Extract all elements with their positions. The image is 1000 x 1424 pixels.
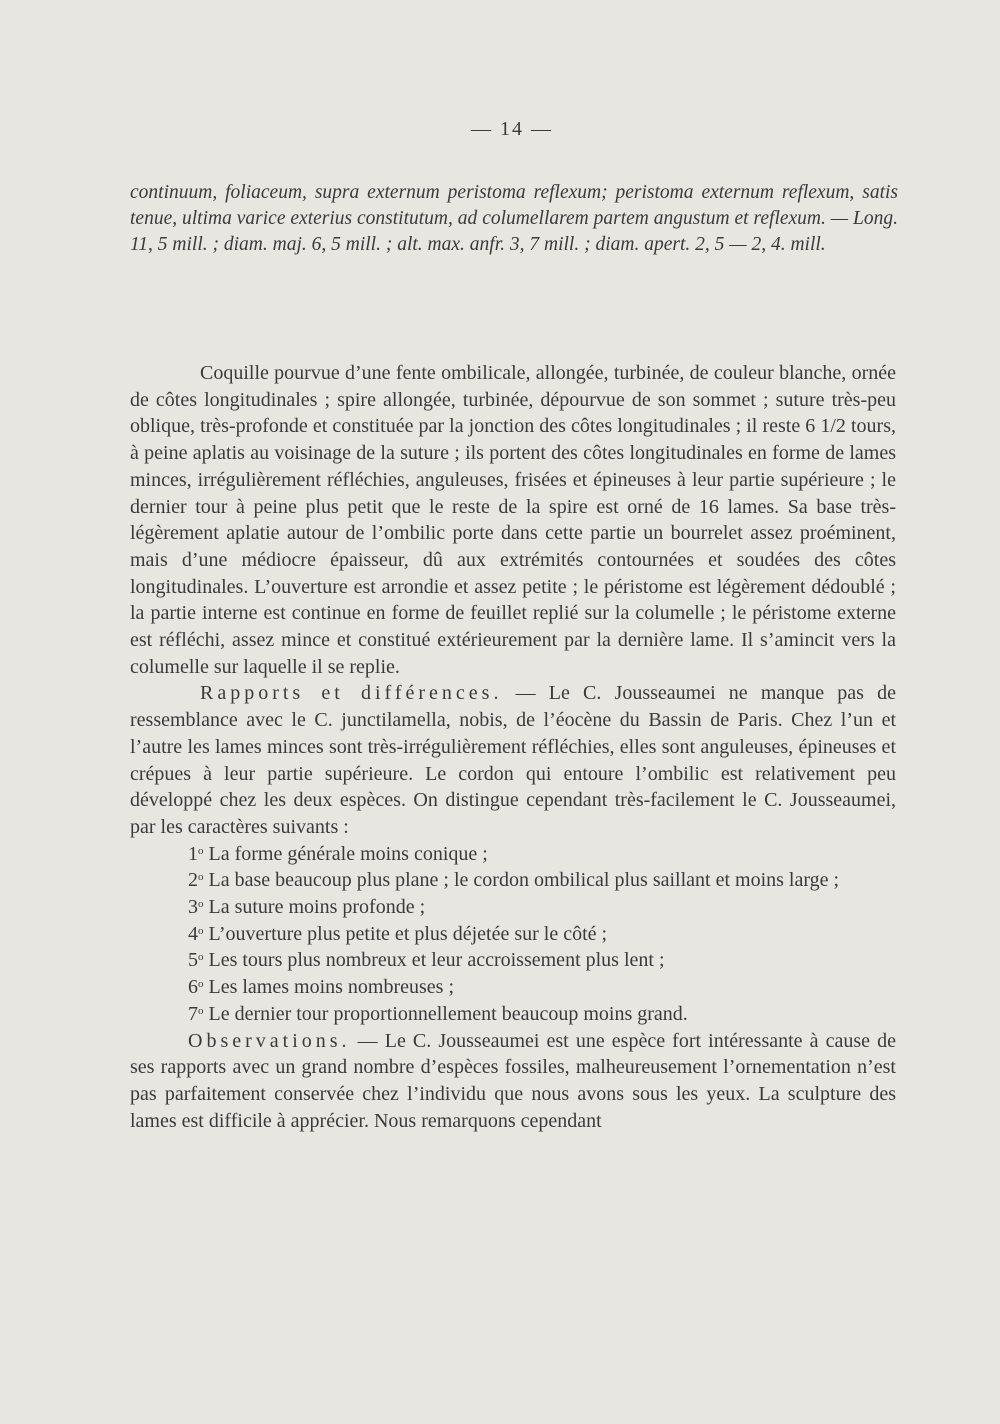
differences-list: [130, 841, 896, 1028]
list-item: 7$^o$ Le dernier tour proportionnellement beaucoup moins grand.: [188, 1002, 688, 1025]
rapports-text: — Le C. Jousseaumei ne manque pas de ressemblance avec le C. junctilamella, nobis, de l’éocène du Bassin de Paris. Chez l’un et l’autre les lames minces sont très-irrégulièrement réfléchies, elles sont anguleuses, épineuses et crépues à leur partie supérieure. Le cordon qui entoure l’ombilic est relativement peu développé chez les deux espèces. On distingue cependant très-facilement le C. Jousseaumei, par les caractères suivants :: [130, 682, 896, 838]
observations-text: — Le C. Jousseaumei est une espèce fort intéressante à cause de ses rapports avec un grand nombre d’espèces fossiles, malheureusement l’ornementation n’est pas parfaitement conservée chez l’individu que nous avons sous les yeux. La sculpture des lames est difficile à apprécier. Nous remarquons cependant: [130, 1029, 896, 1132]
list-item: 5$^o$ Les tours plus nombreux et leur accroissement plus lent ;: [188, 949, 665, 972]
list-item: 3$^o$ La suture moins profonde ;: [188, 896, 426, 919]
list-item: 4$^o$ L’ouverture plus petite et plus déjetée sur le côté ;: [188, 922, 608, 945]
latin-description: continuum, foliaceum, supra externum peristoma reflexum; peristoma externum reflexum, satis tenue, ultima varice exterius constitutum, ad columellarem partem angustum et reflexum. — Long. 11, 5 mill. ; diam. maj. 6, 5 mill. ; alt. max. anfr. 3, 7 mill. ; diam. apert. 2, 5 — 2, 4. mill.: [130, 181, 898, 255]
observations-heading: Observations.: [188, 1029, 351, 1052]
body-text: [130, 360, 896, 1134]
rapports-paragraph: [130, 680, 896, 840]
rapports-heading: Rapports et différences.: [200, 682, 503, 705]
list-item: 6$^o$ Les lames moins nombreuses ;: [188, 976, 455, 999]
observations-paragraph: [130, 1028, 896, 1135]
list-item: 2$^o$ La base beaucoup plus plane ; le cordon ombilical plus saillant et moins large ;: [188, 869, 840, 892]
page-number: — 14 —: [471, 118, 553, 140]
list-item: 1$^o$ La forme générale moins conique ;: [188, 842, 488, 865]
description-paragraph: Coquille pourvue d’une fente ombilicale, allongée, turbinée, de couleur blanche, ornée de côtes longitudinales ; spire allongée, turbinée, dépourvue de son sommet ; suture très-peu oblique, très-profonde et constituée par la jonction des côtes longitudinales ; il reste 6 1/2 tours, à peine aplatis au voisinage de la suture ; ils portent des côtes longitudinales en forme de lames minces, irrégulièrement réfléchies, anguleuses, frisées et épineuses à leur partie supérieure ; le dernier tour à peine plus petit que le reste de la spire est orné de 16 lames. Sa base très-légèrement aplatie autour de l’ombilic porte dans cette partie un bourrelet assez proéminent, mais d’une médiocre épaisseur, dû aux extrémités contournées et soudées des côtes longitudinales. L’ouverture est arrondie et assez petite ; le péristome est légèrement dédoublé ; la partie interne est continue en forme de feuillet replié sur la columelle ; le péristome externe est réfléchi, assez mince et constitué extérieurement par la dernière lame. Il s’amincit vers la columelle sur laquelle il se replie.: [130, 362, 896, 678]
